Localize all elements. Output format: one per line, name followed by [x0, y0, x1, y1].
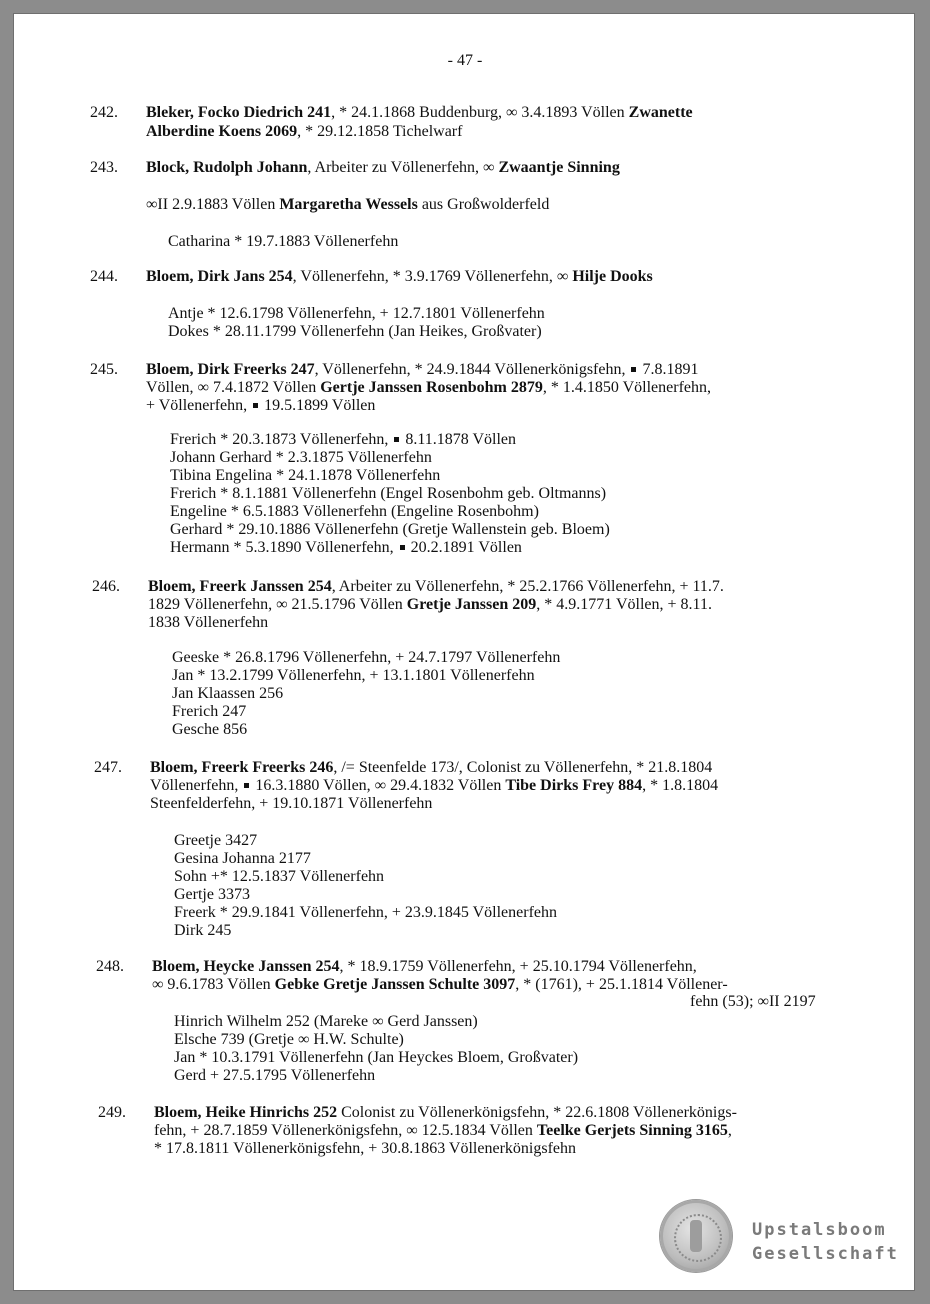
entry-text: fehn, + 28.7.1859 Völlenerkönigsfehn, ∞ 12.5.1834 Völlen: [154, 1122, 537, 1139]
child-line: Dirk 245: [174, 922, 232, 939]
entry-line: [150, 759, 712, 777]
spouse-name: Hilje Dooks: [572, 268, 653, 285]
child-line: Jan * 10.3.1791 Völlenerfehn (Jan Heyckes Bloem, Großvater): [174, 1049, 579, 1066]
society-wordmark: [752, 1218, 899, 1266]
entry-number: 248.: [96, 958, 124, 975]
spouse-name: Zwaantje Sinning: [498, 159, 620, 176]
spouse-name: Margaretha Wessels: [279, 196, 418, 213]
child-line: Engeline * 6.5.1883 Völlenerfehn (Engeline Rosenbohm): [170, 503, 539, 520]
wordmark-line: Upstalsboom: [752, 1220, 887, 1240]
child-line: Jan Klaassen 256: [172, 685, 284, 702]
entry-number: 243.: [90, 159, 118, 176]
entry-text: ∞II 2.9.1883 Völlen: [146, 196, 280, 213]
entry-text: 19.5.1899 Völlen: [260, 397, 376, 414]
entry-text: aus Großwolderfeld: [417, 196, 550, 213]
person-name: Block, Rudolph Johann: [146, 159, 308, 176]
entry-text: 7.8.1891: [638, 361, 699, 378]
entry-text: , * 29.12.1858 Tichelwarf: [297, 123, 463, 140]
child-line: Gesche 856: [172, 721, 248, 738]
entry-line: [154, 1104, 737, 1122]
child-line: Gerd + 27.5.1795 Völlenerfehn: [174, 1067, 376, 1084]
spouse-name: Gebke Gretje Janssen Schulte 3097: [274, 976, 516, 993]
child-line: Catharina * 19.7.1883 Völlenerfehn: [168, 233, 399, 250]
child-text: Frerich * 20.3.1873 Völlenerfehn,: [170, 431, 393, 448]
burial-square-icon: [394, 437, 399, 442]
entry-line: [146, 104, 693, 122]
burial-square-icon: [244, 783, 249, 788]
spouse-name: Zwanette: [628, 104, 693, 121]
entry-number: 242.: [90, 104, 118, 121]
child-line: Jan * 13.2.1799 Völlenerfehn, + 13.1.1801 Völlenerfehn: [172, 667, 535, 684]
entry-text: , Arbeiter zu Völlenerfehn, * 25.2.1766 Völlenerfehn, + 11.7.: [331, 578, 724, 595]
entry-text: Völlenerfehn,: [150, 777, 243, 794]
entry-text: Colonist zu Völlenerkönigsfehn, * 22.6.1808 Völlenerkönigs-: [337, 1104, 737, 1121]
entry-line: Steenfelderfehn, + 19.10.1871 Völlenerfehn: [150, 795, 433, 812]
entry-text: 1829 Völlenerfehn, ∞ 21.5.1796 Völlen: [148, 596, 407, 613]
child-line: Dokes * 28.11.1799 Völlenerfehn (Jan Heikes, Großvater): [168, 323, 542, 340]
child-line: Frerich 247: [172, 703, 247, 720]
entry-line: [146, 159, 620, 177]
person-name: Bleker, Focko Diedrich 241: [146, 104, 332, 121]
child-line: [170, 431, 610, 449]
child-line: Johann Gerhard * 2.3.1875 Völlenerfehn: [170, 449, 432, 466]
entry-line: * 17.8.1811 Völlenerkönigsfehn, + 30.8.1863 Völlenerkönigsfehn: [154, 1140, 577, 1157]
entry-text: , * 18.9.1759 Völlenerfehn, + 25.10.1794 Völlenerfehn,: [339, 958, 697, 975]
burial-square-icon: [631, 367, 636, 372]
child-line: Hinrich Wilhelm 252 (Mareke ∞ Gerd Janssen): [174, 1013, 478, 1030]
entry-text: 16.3.1880 Völlen, ∞ 29.4.1832 Völlen: [251, 777, 506, 794]
person-name: Bloem, Heike Hinrichs 252: [154, 1104, 338, 1121]
entry-number: 247.: [94, 759, 122, 776]
child-line: Greetje 3427: [174, 832, 258, 849]
entry-number: 246.: [92, 578, 120, 595]
entry-number: 249.: [98, 1104, 126, 1121]
entry-text: , * 1.4.1850 Völlenerfehn,: [542, 379, 712, 396]
child-line: Tibina Engelina * 24.1.1878 Völlenerfehn: [170, 467, 441, 484]
entry-text: Völlen, ∞ 7.4.1872 Völlen: [146, 379, 321, 396]
page-number: - 47 -: [447, 52, 483, 69]
child-line: Gesina Johanna 2177: [174, 850, 311, 867]
child-line: Antje * 12.6.1798 Völlenerfehn, + 12.7.1801 Völlenerfehn: [168, 305, 545, 322]
child-line: Freerk * 29.9.1841 Völlenerfehn, + 23.9.1845 Völlenerfehn: [174, 904, 558, 921]
entry-number: 244.: [90, 268, 118, 285]
spouse-name: Teelke Gerjets Sinning 3165: [536, 1122, 728, 1139]
child-line: Sohn +* 12.5.1837 Völlenerfehn: [174, 868, 385, 885]
entry-line: [146, 361, 698, 379]
person-name: Bloem, Dirk Jans 254: [146, 268, 293, 285]
person-name: Bloem, Freerk Freerks 246: [150, 759, 334, 776]
entry-line: [152, 976, 728, 994]
children-list: [168, 305, 545, 341]
spouse-name: Gretje Janssen 209: [406, 596, 537, 613]
child-line: Gertje 3373: [174, 886, 250, 903]
child-line: Geeske * 26.8.1796 Völlenerfehn, + 24.7.1797 Völlenerfehn: [172, 649, 561, 666]
entry-text: , * 24.1.1868 Buddenburg, ∞ 3.4.1893 Völlen: [331, 104, 629, 121]
burial-square-icon: [400, 545, 405, 550]
entry-number: 245.: [90, 361, 118, 378]
child-text: 20.2.1891 Völlen: [406, 539, 522, 556]
child-line: Gerhard * 29.10.1886 Völlenerfehn (Gretje Wallenstein geb. Bloem): [170, 521, 610, 538]
entry-text: , Arbeiter zu Völlenerfehn, ∞: [307, 159, 499, 176]
entry-line: [146, 268, 653, 286]
entry-line: [150, 777, 718, 795]
person-name: Bloem, Dirk Freerks 247: [146, 361, 315, 378]
entry-text: ,: [727, 1122, 732, 1139]
person-name: Bloem, Heycke Janssen 254: [152, 958, 340, 975]
child-text: Hermann * 5.3.1890 Völlenerfehn,: [170, 539, 398, 556]
entry-text: , * 1.8.1804: [642, 777, 719, 794]
entry-line: [146, 379, 711, 397]
spouse-name: Tibe Dirks Frey 884: [505, 777, 643, 794]
spouse-name: Gertje Janssen Rosenbohm 2879: [320, 379, 543, 396]
entry-line: [146, 397, 375, 415]
entry-line: [146, 123, 462, 141]
children-list: [172, 649, 560, 739]
children-list: [174, 1013, 578, 1085]
children-list: [168, 233, 398, 251]
entry-line: [148, 578, 724, 596]
entry-line: [148, 596, 712, 614]
entry-text: , * 4.9.1771 Völlen, + 8.11.: [536, 596, 712, 613]
wordmark-line: Gesellschaft: [752, 1244, 899, 1264]
entry-text: , /= Steenfelde 173/, Colonist zu Völlenerfehn, * 21.8.1804: [333, 759, 713, 776]
entry-line: fehn (53); ∞II 2197: [690, 993, 816, 1010]
children-list: [174, 832, 557, 940]
entry-line: [154, 1122, 732, 1140]
child-line: Elsche 739 (Gretje ∞ H.W. Schulte): [174, 1031, 404, 1048]
society-seal-icon: [660, 1200, 732, 1272]
entry-text: + Völlenerfehn,: [146, 397, 252, 414]
person-name: Bloem, Freerk Janssen 254: [148, 578, 332, 595]
children-list: [170, 431, 610, 557]
entry-text: , Völlenerfehn, * 24.9.1844 Völlenerkönigsfehn,: [314, 361, 630, 378]
entry-line: 1838 Völlenerfehn: [148, 614, 269, 631]
entry-text: , Völlenerfehn, * 3.9.1769 Völlenerfehn, ∞: [292, 268, 573, 285]
child-line: Frerich * 8.1.1881 Völlenerfehn (Engel Rosenbohm geb. Oltmanns): [170, 485, 607, 502]
child-text: 8.11.1878 Völlen: [401, 431, 516, 448]
entry-text: ∞ 9.6.1783 Völlen: [152, 976, 275, 993]
entry-line: [152, 958, 697, 976]
spouse-name: Alberdine Koens 2069: [146, 123, 298, 140]
child-line: [170, 539, 610, 557]
second-marriage: [146, 196, 549, 214]
entry-text: , * (1761), + 25.1.1814 Völlener-: [515, 976, 728, 993]
burial-square-icon: [253, 403, 258, 408]
